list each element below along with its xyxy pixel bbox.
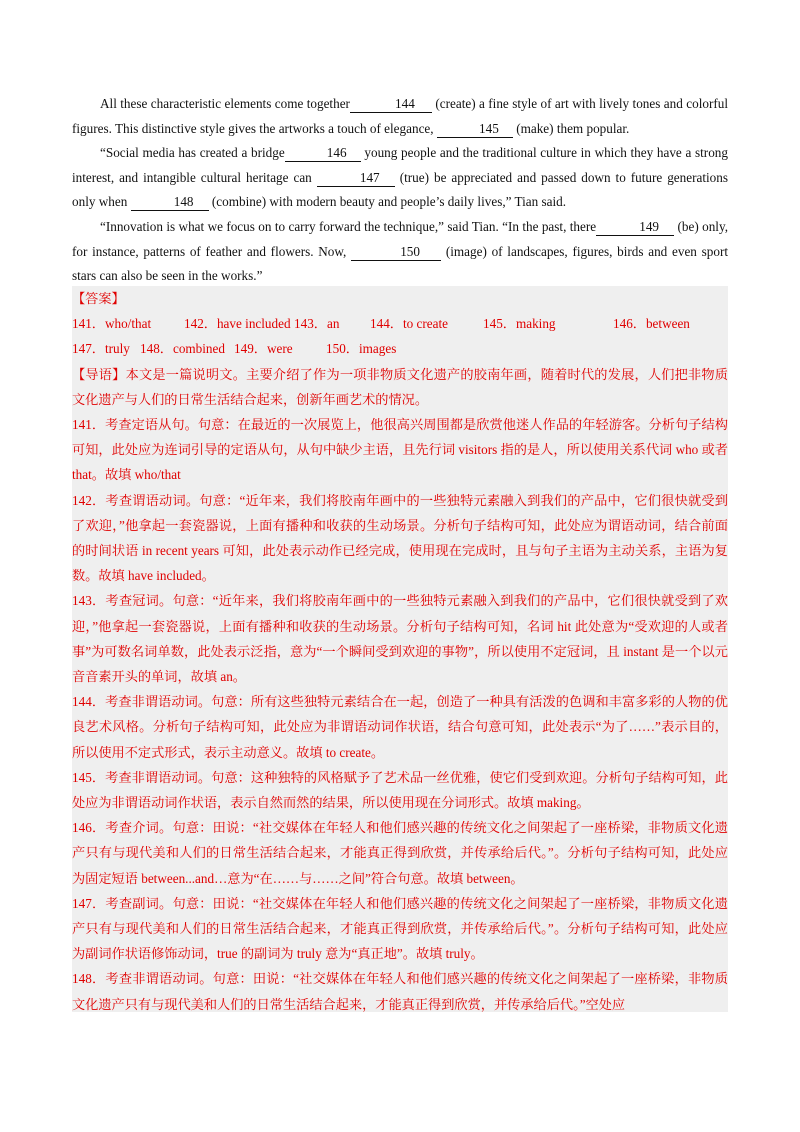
answer-key-row-2 (72, 336, 728, 361)
answer-heading: 【答案】 (72, 291, 125, 306)
passage-text: (create) a fine style of art with lively tones and colorful figures. This distinctive style gives the artworks a touch of elegance, (72, 96, 728, 136)
guide-paragraph: 【导语】本文是一篇说明文。主要介绍了作为一项非物质文化遗产的胶南年画，随着时代的发展，人们把非物质文化遗产与人们的日常生活结合起来，创新年画艺术的情况。 (72, 366, 728, 407)
answer-150: 150．images (326, 341, 397, 357)
answer-142: 142．have included (184, 316, 291, 332)
answer-143: 143．an (294, 316, 340, 332)
explanation-148: 148．考查非谓语动词。句意：田说：“社交媒体在年轻人和他们感兴趣的传统文化之间架起了一座桥梁，非物质文化遗产只有与现代美和人们的日常生活结合起来，才能真正得到欣赏，并传承给后代。”空处应 (72, 971, 728, 1012)
passage-text: (image) of landscapes, figures, birds and even sport stars can also be seen in the works.” (72, 243, 729, 284)
answer-144: 144．to create (370, 316, 448, 332)
answer-141: 141．who/that (72, 316, 152, 332)
answer-explanation-section (72, 286, 728, 1012)
reading-passage (72, 92, 728, 289)
explanation-141: 141．考查定语从句。句意：在最近的一次展览上，他很高兴周围都是欣赏他迷人作品的年轻游客。分析句子结构可知，此处应为连词引导的定语从句，从句中缺少主语，且先行词 visitors 指的是人，所以使用关系代词 who 或者 that。故填 who/that (72, 417, 728, 483)
answer-key-row-1 (72, 311, 728, 336)
blank-145: 145 (437, 121, 513, 138)
answer-149: 149．were (234, 341, 293, 357)
explanation-143: 143．考查冠词。句意：“近年来，我们将胶南年画中的一些独特元素融入到我们的产品中，它们很快就受到了欢迎，”他拿起一套瓷器说，上面有播种和收获的生动场景。分析句子结构可知，名词 hit 此处意为“受欢迎的人或者事”为可数名词单数，此处表示泛指，意为“一个瞬间受到欢迎的事物”，所以使用不定冠词，且 instant 是一个以元音音素开头的单词，故填 an。 (72, 593, 728, 685)
blank-147: 147 (317, 170, 395, 187)
answer-147: 147．truly (72, 341, 130, 357)
passage-paragraph-2 (72, 141, 728, 215)
passage-text: “Social media has created a bridge (100, 145, 285, 161)
passage-text: (make) them popular. (512, 120, 630, 136)
explanation-144: 144．考查非谓语动词。句意：所有这些独特元素结合在一起，创造了一种具有活泼的色调和丰富多彩的人物的优良艺术风格。分析句子结构可知，此处应为非谓语动词作状语，结合句意可知，此处表示“为了……”表示目的，所以使用不定式形式，表示主动意义。故填 to create。 (72, 694, 728, 760)
explanation-146: 146．考查介词。句意：田说：“社交媒体在年轻人和他们感兴趣的传统文化之间架起了一座桥梁，非物质文化遗产只有与现代美和人们的日常生活结合起来，才能真正得到欣赏，并传承给后代。”。分析句子结构可知，此处应为固定短语 between...and…意为“在……与……之间”符合句意。故填 between。 (72, 820, 728, 886)
explanation-145: 145．考查非谓语动词。句意：这种独特的风格赋予了艺术品一丝优雅，使它们受到欢迎。分析句子结构可知，此处应为非谓语动词作状语，表示自然而然的结果，所以使用现在分词形式。故填 making。 (72, 769, 728, 811)
passage-text: young people and the traditional culture in which they have a strong interest, and intangible cultural heritage can (72, 145, 728, 185)
answer-145: 145．making (483, 316, 556, 332)
blank-144: 144 (350, 96, 432, 113)
passage-text: (combine) with modern beauty and people’s daily lives,” Tian said. (208, 194, 567, 210)
explanation-147: 147．考查副词。句意：田说：“社交媒体在年轻人和他们感兴趣的传统文化之间架起了一座桥梁，非物质文化遗产只有与现代美和人们的日常生活结合起来，才能真正得到欣赏，并传承给后代。”。分析句子结构可知，此处应为副词作状语修饰动词，true 的副词为 truly 意为“真正地”。故填 truly。 (72, 895, 728, 962)
blank-150: 150 (351, 244, 441, 261)
passage-paragraph-1 (72, 92, 728, 141)
blank-149: 149 (596, 219, 674, 236)
answer-146: 146．between (613, 316, 690, 332)
blank-148: 148 (131, 194, 209, 211)
blank-146: 146 (285, 145, 361, 162)
passage-text: “Innovation is what we focus on to carry forward the technique,” said Tian. “In the past, there (100, 218, 597, 234)
passage-text: All these characteristic elements come together (100, 96, 350, 111)
answer-148: 148．combined (140, 341, 225, 357)
passage-text: (be) only, for instance, patterns of feather and flowers. Now, (72, 218, 729, 259)
passage-text: (true) be appreciated and passed down to future generations only when (72, 169, 728, 210)
passage-paragraph-3 (72, 215, 728, 289)
explanation-142: 142．考查谓语动词。句意：“近年来，我们将胶南年画中的一些独特元素融入到我们的产品中，它们很快就受到了欢迎，”他拿起一套瓷器说，上面有播种和收获的生动场景。分析句子结构可知，此处应为谓语动词，结合前面的时间状语 in recent years 可知，此处表示动作已经完成，使用现在完成时，且与句子主语为主动关系，主语为复数。故填 have included。 (72, 492, 728, 584)
